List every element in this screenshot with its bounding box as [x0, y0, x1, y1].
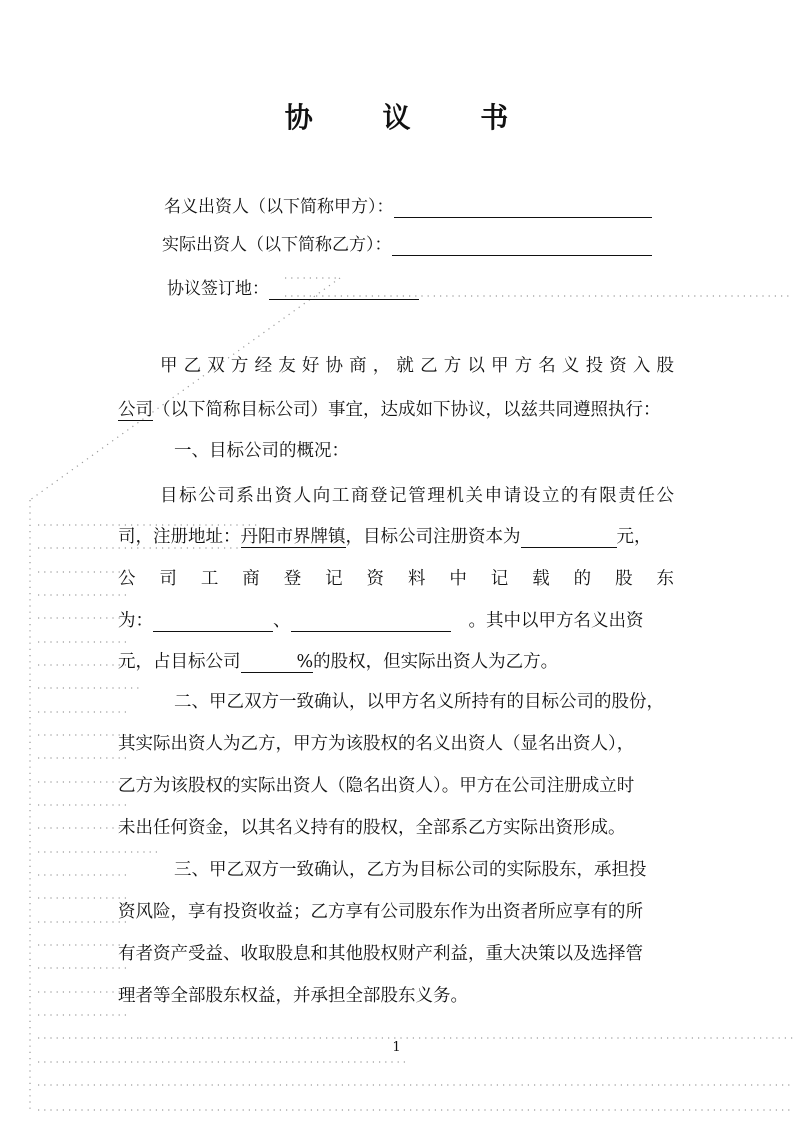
section3-line-1: 三、甲乙双方一致确认，乙方为目标公司的实际股东，承担投: [174, 860, 647, 880]
signing-place-line: [167, 274, 419, 300]
section1-text-4: 。其中以甲方名义出资: [468, 611, 644, 631]
dotted-line: [30, 278, 340, 500]
section2-line-2: 其实际出资人为乙方，甲方为该股权的名义出资人（显名出资人），: [118, 734, 635, 754]
nominal-investor-line: [164, 192, 652, 218]
intro-text-2: （以下简称目标公司）事宜，达成如下协议，以兹共同遵照执行：: [153, 400, 661, 420]
capital-label: ，目标公司注册资本为: [345, 527, 521, 547]
actual-investor-line: [162, 230, 652, 256]
share-label: 元，占目标公司: [118, 652, 241, 672]
section1-text-1: 目标公司系出资人向工商登记管理机关申请设立的有限责任公: [160, 486, 674, 506]
section3-line-2: 资风险，享有投资收益；乙方享有公司股东作为出资者所应享有的所: [118, 902, 643, 922]
signing-place-label: 协议签订地：: [167, 279, 269, 299]
section1-text-5: 的股权，但实际出资人为乙方。: [313, 652, 559, 672]
section1-line-4: [118, 607, 644, 632]
company-name-blank: 公司: [118, 400, 153, 420]
section1-heading: 一、目标公司的概况：: [174, 441, 349, 461]
separator: 、: [273, 611, 291, 631]
section1-line-2: [118, 523, 652, 548]
intro-text-1: 甲乙双方经友好协商，就乙方以甲方名义投资入股: [160, 356, 674, 376]
section2-line-4: 未出任何资金，以其名义持有的股权，全部系乙方实际出资形成。: [118, 818, 626, 838]
section1-text-3: 公 司 工 商 登 记 资 料 中 记 载 的 股 东: [118, 569, 674, 589]
nominal-investor-blank[interactable]: [394, 197, 652, 218]
section3-line-3: 有者资产受益、收取股息和其他股权财产利益，重大决策以及选择管: [118, 944, 643, 964]
section1-line-1: [160, 482, 674, 507]
page-number: 1: [392, 1040, 401, 1055]
share-percent-blank[interactable]: [241, 652, 297, 673]
registered-address: 丹阳市界牌镇: [240, 527, 346, 547]
shareholders-label: 为：: [118, 611, 153, 631]
shareholder-2-blank[interactable]: [291, 611, 451, 632]
section1-line-3: [118, 565, 674, 590]
section1-line-5: [118, 648, 558, 673]
section2-line-1: 二、甲乙双方一致确认，以甲方名义所持有的目标公司的股份，: [174, 692, 664, 712]
shareholder-1-blank[interactable]: [153, 611, 273, 632]
section2-line-3: 乙方为该股权的实际出资人（隐名出资人）。甲方在公司注册成立时: [118, 776, 635, 796]
document-title: 协 议 书: [284, 101, 539, 134]
percent-sign: %: [296, 652, 314, 672]
actual-investor-blank[interactable]: [392, 235, 652, 256]
actual-investor-label: 实际出资人（以下简称乙方）：: [162, 235, 392, 255]
registered-capital-blank[interactable]: [521, 527, 617, 548]
section3-line-4: 理者等全部股东权益，并承担全部股东义务。: [118, 986, 468, 1006]
nominal-investor-label: 名义出资人（以下简称甲方）：: [164, 197, 394, 217]
signing-place-blank[interactable]: [269, 279, 419, 300]
yuan-unit: 元，: [616, 527, 652, 547]
intro-line-2: [118, 396, 661, 421]
address-label: 司，注册地址：: [118, 527, 241, 547]
intro-line-1: [160, 352, 674, 377]
